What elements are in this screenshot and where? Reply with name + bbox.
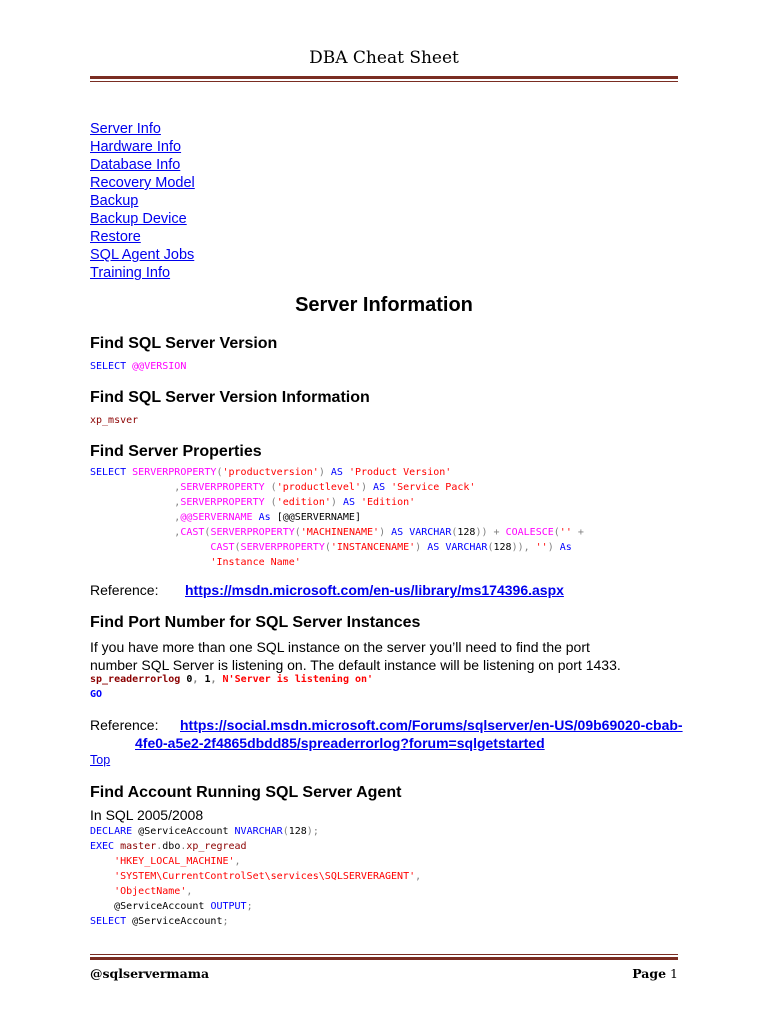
code-sql-version: SELECT @@VERSION xyxy=(90,361,187,372)
top-link[interactable]: Top xyxy=(90,753,111,767)
footer-author: @sqlservermama xyxy=(90,966,210,981)
footer-rule-thin xyxy=(90,954,678,955)
heading-sql-version-info: Find SQL Server Version Information xyxy=(90,389,370,406)
reference-link-msdn[interactable]: https://msdn.microsoft.com/en-us/library/ms174396.aspx xyxy=(185,582,564,598)
toc-link-backup[interactable]: Backup xyxy=(90,193,139,209)
toc-link-training-info[interactable]: Training Info xyxy=(90,265,171,281)
toc-link-backup-device[interactable]: Backup Device xyxy=(90,211,187,227)
code-agent-account: DECLARE @ServiceAccount NVARCHAR(128); EXEC master.dbo.xp_regread 'HKEY_LOCAL_MACHINE', 'SYSTEM\CurrentControlSet\services\SQLSERVERAGENT', 'ObjectName', @ServiceAccount OUTPUT; SELECT @ServiceAccount; xyxy=(90,826,422,927)
document-title: DBA Cheat Sheet xyxy=(309,48,459,68)
code-xp-msver: xp_msver xyxy=(90,415,139,426)
heading-server-properties: Find Server Properties xyxy=(90,443,262,460)
toc-link-recovery-model[interactable]: Recovery Model xyxy=(90,175,195,191)
section-title: Server Information xyxy=(295,294,473,316)
reference-port-number xyxy=(90,717,683,751)
heading-sql-server-version: Find SQL Server Version xyxy=(90,335,278,352)
toc-link-database-info[interactable]: Database Info xyxy=(90,157,181,173)
footer-rule-thick xyxy=(90,957,678,960)
code-server-properties: SELECT SERVERPROPERTY('productversion') AS 'Product Version' ,SERVERPROPERTY ('productlevel') AS 'Service Pack' ,SERVERPROPERTY ('edition') AS 'Edition' ,@@SERVERNAME As [@@SERVERNAME] ,CAST(SERVERPROPERTY('MACHINENAME') AS VARCHAR(128)) + COALESCE('' + CAST(SERVERPROPERTY('INSTANCENAME') AS VARCHAR(128)), '') As 'Instance Name' xyxy=(90,467,584,568)
heading-agent-account: Find Account Running SQL Server Agent xyxy=(90,784,402,801)
reference-link-social-msdn-2[interactable]: 4fe0-a5e2-2f4865dbdd85/spreaderrorlog?forum=sqlgetstarted xyxy=(135,735,545,751)
table-of-contents xyxy=(90,120,195,282)
heading-port-number: Find Port Number for SQL Server Instances xyxy=(90,614,421,631)
header-rule-thick xyxy=(90,76,678,79)
reference-server-properties xyxy=(90,582,564,598)
reference-label: Reference: xyxy=(90,582,159,598)
toc-link-hardware-info[interactable]: Hardware Info xyxy=(90,139,182,155)
reference-label: Reference: xyxy=(90,717,159,733)
footer-page-number: Page 1 xyxy=(632,966,678,981)
toc-link-restore[interactable]: Restore xyxy=(90,229,141,245)
port-description: If you have more than one SQL instance on the server you’ll need to find the port number SQL Server is listening on. The default instance will be listening on port 1433. xyxy=(90,639,621,673)
header-rule-thin xyxy=(90,81,678,82)
code-readerrorlog: sp_readerrorlog 0, 1, N'Server is listening on' GO xyxy=(90,674,374,700)
reference-link-social-msdn-1[interactable]: https://social.msdn.microsoft.com/Forums/sqlserver/en-US/09b69020-cbab- xyxy=(180,717,683,733)
toc-link-server-info[interactable]: Server Info xyxy=(90,121,161,137)
toc-link-sql-agent-jobs[interactable]: SQL Agent Jobs xyxy=(90,247,195,263)
sql-version-note: In SQL 2005/2008 xyxy=(90,807,204,823)
